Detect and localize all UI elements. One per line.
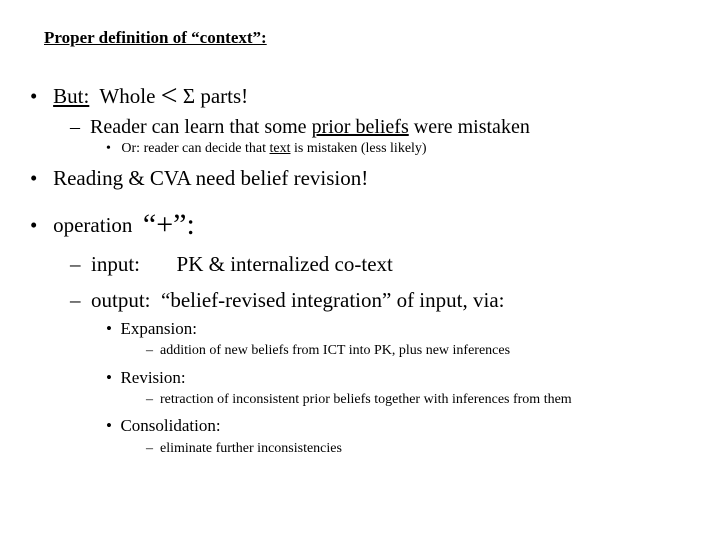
- dash-marker: –: [146, 441, 153, 456]
- input-value: PK & internalized co-text: [176, 252, 393, 276]
- less-than-symbol: <: [160, 79, 178, 112]
- dash-marker: –: [70, 252, 81, 276]
- input-label: input:: [91, 252, 141, 276]
- dash-marker: –: [70, 116, 80, 138]
- sub-output: [70, 288, 504, 313]
- subsub-pre-text: Or: reader can decide that: [121, 141, 266, 156]
- output-label: output:: [91, 288, 151, 312]
- output-value: “belief-revised integration” of input, via:: [161, 288, 505, 312]
- bullet-but: [30, 79, 248, 113]
- bullet-operation: [30, 208, 195, 242]
- bullet-marker: •: [106, 141, 111, 156]
- operation-text: operation: [53, 213, 133, 237]
- dash-marker: –: [70, 288, 81, 312]
- bullet-marker: •: [30, 84, 38, 108]
- bullet-marker: •: [30, 213, 38, 237]
- expansion-detail-text: addition of new beliefs from ICT into PK, plus new inferences: [160, 343, 511, 358]
- revision-detail: [146, 392, 572, 408]
- sub-post-text: were mistaken: [413, 116, 530, 138]
- dash-marker: –: [146, 343, 153, 358]
- bullet-marker: •: [106, 319, 112, 338]
- consolidation-item: [106, 416, 221, 436]
- subsub-or: [106, 141, 427, 157]
- sub-pre-text: Reader can learn that some: [90, 116, 307, 138]
- consolidation-detail: [146, 441, 342, 457]
- expansion-detail: [146, 343, 510, 359]
- dash-marker: –: [146, 392, 153, 407]
- whole-text: Whole: [99, 84, 156, 108]
- consolidation-detail-text: eliminate further inconsistencies: [160, 441, 342, 456]
- bullet-reading-cva: [30, 166, 368, 191]
- sigma-symbol: Σ: [182, 84, 196, 108]
- text-word: text: [269, 141, 291, 156]
- bullet-marker: •: [30, 166, 38, 190]
- sub-reader-learn: [70, 116, 530, 139]
- expansion-label: Expansion:: [120, 319, 197, 338]
- revision-item: [106, 368, 186, 388]
- but-label: But:: [53, 84, 90, 108]
- reading-cva-text: Reading & CVA need belief revision!: [53, 166, 369, 190]
- expansion-item: [106, 319, 197, 339]
- plus-operator: “+”:: [142, 208, 195, 241]
- parts-text: parts!: [200, 84, 249, 108]
- sub-input: [70, 252, 393, 277]
- bullet-marker: •: [106, 416, 112, 435]
- page-title: Proper definition of “context”:: [44, 28, 267, 47]
- revision-label: Revision:: [120, 368, 186, 387]
- prior-beliefs-text: prior beliefs: [311, 116, 409, 138]
- revision-detail-text: retraction of inconsistent prior beliefs together with inferences from them: [160, 392, 572, 407]
- subsub-post-text: is mistaken (less likely): [294, 141, 427, 156]
- bullet-marker: •: [106, 368, 112, 387]
- consolidation-label: Consolidation:: [120, 416, 221, 435]
